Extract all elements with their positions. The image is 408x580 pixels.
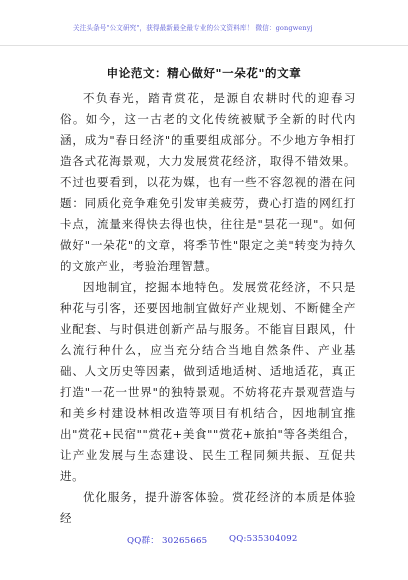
document-title: 申论范文：精心做好"一朵花"的文章 — [106, 66, 302, 80]
page-header — [0, 0, 408, 46]
paragraph: 不负春光，踏青赏花，是源自农耕时代的迎春习俗。如今，这一古老的文化传统被赋予全新的时代内涵，成为"春日经济"的重要组成部分。不少地方争相打造各式花海景观，大力发展赏花经济，取得不错效果。不过也要看到，以花为媒，也有一些不容忽视的潜在问题：同质化竞争难免引发审美疲劳，费心打造的网红打卡点，流量来得快去得也快，往往是"昙花一现"。如何做好"一朵花"的文章，将季节性"限定之美"转变为持久的文旅产业，考验治理智慧。 — [60, 91, 356, 273]
paragraph: 优化服务，提升游客体验。赏花经济的本质是体验经 — [60, 490, 356, 525]
qq-text: QQ:535304092 — [229, 534, 298, 544]
page-footer — [0, 534, 408, 548]
document-body — [60, 88, 356, 529]
paragraph: 因地制宜，挖掘本地特色。发展赏花经济，不只是种花与引客，还要因地制宜做好产业规划、不断健全产业配套、与时俱进创新产品与服务。不能盲目跟风，什么流行种什么，应当充分结合当地自然条件、产业基础、人文历史等因素，做到适地适树、适地适花，真正打造"一花一世界"的独特景观。不妨将花卉景观营造与和美乡村建设林相改造等项目有机结合，因地制宜推出"赏花+民宿""赏花+美食""赏花+旅拍"等各类组合，让产业发展与生态建设、民生工程同频共振、互促共进。 — [60, 280, 356, 483]
qq-group-text: QQ群： 30265665 — [127, 536, 208, 546]
header-banner-text: 关注头条号"公文研究"，获得最新最全最专业的公文资料库！ 微信：gongwenyj — [73, 24, 313, 32]
